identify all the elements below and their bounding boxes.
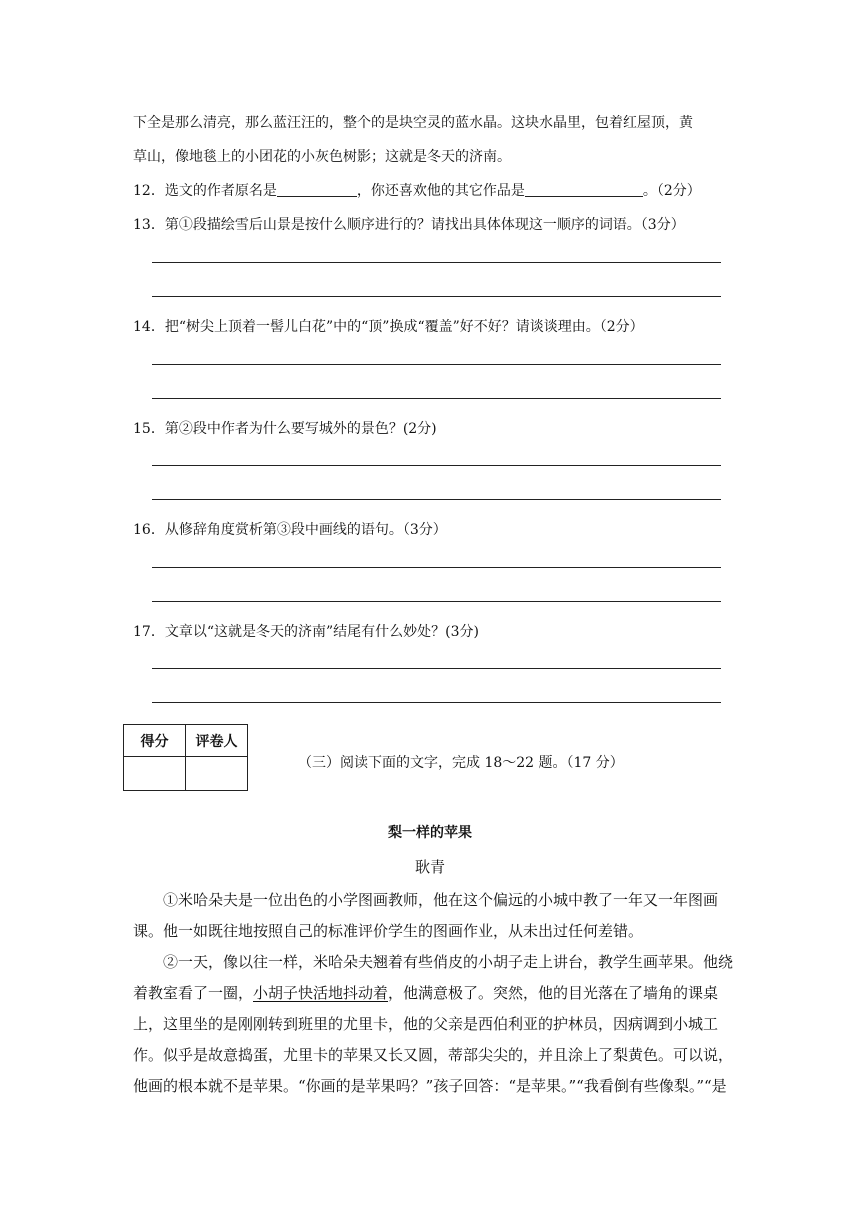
paragraph-2-rest: ，他满意极了。突然，他的目光落在了墙角的课桌上，这里坐的是刚刚转到班里的尤里卡，他的父亲是西伯利亚的护林员，因病调到小城工作。似乎是故意捣蛋，尤里卡的苹果又长又圆，蒂部尖尖的，并且涂上了梨黄色。可以说，他画的根本就不是苹果。“你画的是苹果吗？”孩子回答：“是苹果。”“我看倒有些像梨。”“是 <box>133 984 734 1095</box>
answer-line[interactable] <box>152 499 721 500</box>
grader-header: 评卷人 <box>186 725 248 757</box>
underlined-sentence: 小胡子快活地抖动着 <box>253 984 389 1002</box>
intro-line-2: 草山，像地毯上的小团花的小灰色树影；这就是冬天的济南。 <box>133 149 511 165</box>
intro-line-1: 下全是那么清亮，那么蓝汪汪的，整个的是块空灵的蓝水晶。这块水晶里，包着红屋顶，黄 <box>133 115 693 131</box>
question-12-part-b: ，你还喜欢他的其它作品是 <box>356 183 525 199</box>
paragraph-2 <box>133 947 743 1102</box>
question-15: 15．第②段中作者为什么要写城外的景色？(2分) <box>133 421 437 437</box>
score-cell[interactable] <box>124 757 186 791</box>
answer-line[interactable] <box>152 465 721 466</box>
answer-line[interactable] <box>152 364 721 365</box>
question-12-part-a: 12．选文的作者原名是 <box>133 183 277 199</box>
question-14: 14．把“树尖上顶着一髻儿白花”中的“顶”换成“覆盖”好不好？请谈谈理由。（2分） <box>133 319 644 335</box>
article-author: 耿青 <box>414 858 445 876</box>
question-12-part-c: 。（2分） <box>642 183 701 199</box>
answer-line[interactable] <box>152 296 721 297</box>
answer-blank-author-name[interactable] <box>277 182 357 197</box>
article-body <box>133 885 743 1102</box>
answer-line[interactable] <box>152 398 721 399</box>
score-header: 得分 <box>124 725 186 757</box>
question-13: 13．第①段描绘雪后山景是按什么顺序进行的？请找出具体体现这一顺序的词语。（3分） <box>133 217 685 233</box>
answer-line[interactable] <box>152 668 721 669</box>
question-16: 16．从修辞角度赏析第③段中画线的语句。（3分） <box>133 522 447 538</box>
question-12 <box>133 180 701 200</box>
score-table <box>123 724 248 791</box>
answer-blank-other-works[interactable] <box>525 182 643 197</box>
answer-line[interactable] <box>152 567 721 568</box>
question-17: 17．文章以“这就是冬天的济南”结尾有什么妙处？(3分) <box>133 624 479 640</box>
paragraph-1: ①米哈朵夫是一位出色的小学图画教师，他在这个偏远的小城中教了一年又一年图画课。他一如既往地按照自己的标准评价学生的图画作业，从未出过任何差错。 <box>133 891 719 940</box>
section-3-heading: （三）阅读下面的文字，完成 18～22 题。（17 分） <box>298 755 624 771</box>
paragraph-2-start: ②一天，像以往一样，米哈朵夫翘着有些俏皮的小胡子走上讲台，教学生画苹果。他绕着教室看了一圈， <box>133 953 734 1002</box>
grader-cell[interactable] <box>186 757 248 791</box>
answer-line[interactable] <box>152 601 721 602</box>
answer-line[interactable] <box>152 702 721 703</box>
article-title: 梨一样的苹果 <box>388 825 472 841</box>
answer-line[interactable] <box>152 262 721 263</box>
